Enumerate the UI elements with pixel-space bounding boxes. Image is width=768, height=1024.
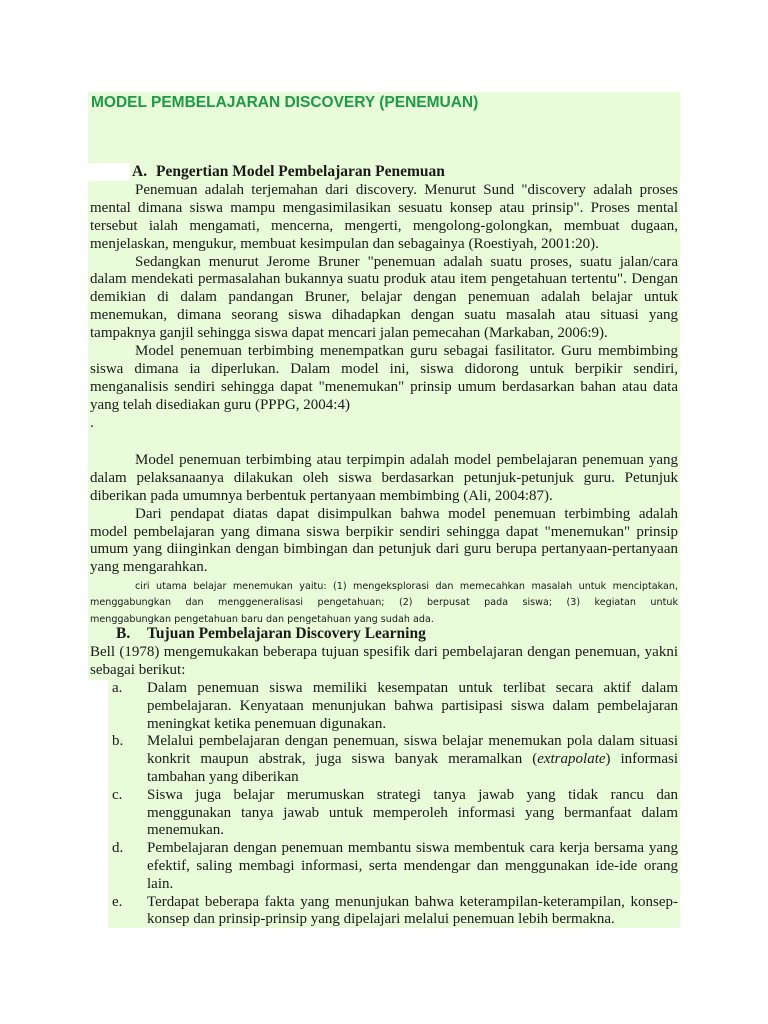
list-item-line: lain. <box>147 875 174 892</box>
paragraph-line: ciri utama belajar menemukan yaitu: (1) mengeksplorasi dan memecahkan masalah untuk menciptakan, <box>135 581 678 592</box>
highlight-gap <box>88 680 108 928</box>
list-item-line: efektif, saling membagi informasi, serta mendengar dan menggunakan ide-ide orang <box>147 857 678 874</box>
paragraph-line: menemukan, dimana seorang siswa dihadapkan dengan suatu masalah atau situasi yang <box>90 307 678 324</box>
paragraph-line: Dari pendapat diatas dapat disimpulkan bahwa model penemuan terbimbing adalah <box>135 505 678 522</box>
paragraph-line: dalam mendekati permasalahan bukannya suatu produk atau item pengetahuan tertentu". Dengan <box>90 271 678 288</box>
paragraph-line: yang telah disediakan guru (PPPG, 2004:4) <box>90 396 350 413</box>
paragraph-line: mental dimana siswa mampu mengasimilasikan sesuatu konsep atau prinsip". Proses mental <box>90 199 678 216</box>
paragraph-line: Sedangkan menurut Jerome Bruner "penemuan adalah suatu proses, suatu jalan/cara <box>135 253 678 270</box>
paragraph-line: yang mengarahkan. <box>90 559 208 576</box>
paragraph-line: Penemuan adalah terjemahan dari discovery. Menurut Sund "discovery adalah proses <box>135 182 678 198</box>
list-item-label: c. <box>112 786 123 803</box>
paragraph-line: menggabungkan pengetahuan baru dan pengetahuan yang sudah ada. <box>90 613 434 625</box>
paragraph-line: tampaknya ganjil sehingga siswa dapat mencari jalan pemecahan (Markaban, 2006:9). <box>90 325 608 342</box>
list-item-line: Terdapat beberapa fakta yang menunjukan bahwa keterampilan-keterampilan, konsep- <box>147 893 678 910</box>
list-item <box>112 840 678 893</box>
list-item-line: menemukan. <box>147 822 225 839</box>
list-item-line: konsep dan prinsip-prinsip yang dipelajari melalui penemuan lebih bermakna. <box>147 911 615 928</box>
section-b-title: Tujuan Pembelajaran Discovery Learning <box>147 625 426 642</box>
paragraph-line: tersebut ialah mengamati, mencerna, mengerti, mengolong-golongkan, membuat dugaan, <box>90 217 678 234</box>
stray-dot <box>90 415 678 433</box>
paragraph-line: umum yang diinginkan dengan bimbingan dan petunjuk dari guru berupa pertanyaan-pertanyaan <box>90 541 678 558</box>
paragraph-line: dalam pelaksanaanya dilakukan oleh siswa berdasarkan petunjuk-petunjuk guru. Petunjuk <box>90 469 678 486</box>
paragraph-line: Bell (1978) mengemukakan beberapa tujuan spesifik dari pembelajaran dengan penemuan, yakni <box>90 644 678 660</box>
paragraph-line: menggabungkan dan menggeneralisasi pengetahuan; (2) berpusat pada siswa; (3) kegiatan untuk <box>90 597 678 609</box>
list-item-line: tambahan yang diberikan <box>147 768 299 785</box>
document-title: MODEL PEMBELAJARAN DISCOVERY (PENEMUAN) <box>91 94 479 111</box>
section-a-label: A. <box>132 163 148 180</box>
section-a-body-continued <box>90 452 678 577</box>
section-b-intro <box>90 644 678 680</box>
list-item-label: e. <box>112 893 123 910</box>
list-item-label: a. <box>112 680 123 696</box>
paragraph-line: sebagai berikut: <box>90 661 186 678</box>
dot-text: . <box>90 415 94 431</box>
ciri-note <box>90 579 678 628</box>
emphasis: extrapolate <box>537 751 606 768</box>
section-a-body <box>90 182 678 415</box>
list-item <box>112 733 678 786</box>
section-a-heading <box>132 163 445 181</box>
paragraph-line: Model penemuan terbimbing menempatkan guru sebagai fasilitator. Guru membimbing <box>135 343 678 360</box>
section-b-heading <box>116 625 426 643</box>
list-item-line: menggunakan tanya jawab untuk memperoleh informasi yang bermanfaat dalam <box>147 804 678 821</box>
list-item-line: Melalui pembelajaran dengan penemuan, siswa belajar menemukan pola dalam situasi <box>147 733 678 750</box>
list-item-line: meningkat ketika penemuan digunakan. <box>147 715 387 732</box>
section-b-label: B. <box>116 625 131 642</box>
paragraph-line: model pembelajaran yang dimana siswa berpikir sendiri sehingga dapat "menemukan" prinsip <box>90 523 678 540</box>
list-item-line: konkrit maupun abstrak, juga siswa banyak meramalkan (extrapolate) informasi <box>147 751 678 768</box>
list-item-line: Dalam penemuan siswa memiliki kesempatan untuk terlibat secara aktif dalam <box>147 680 678 696</box>
list-item-label: b. <box>112 733 124 750</box>
list-item-line: pembelajaran. Kenyataan menunjukan bahwa partisipasi siswa dalam pembelajaran <box>147 697 678 714</box>
paragraph-line: siswa dimana ia diperlukan. Dalam model ini, siswa didorong untuk berpikir sendiri, <box>90 360 678 377</box>
list-item-line: Siswa juga belajar merumuskan strategi tanya jawab yang tidak rancu dan <box>147 786 678 803</box>
paragraph-line: demikian di dalam pandangan Bruner, belajar dengan penemuan adalah belajar untuk <box>90 289 678 306</box>
highlight-gap <box>88 163 130 181</box>
section-a-title: Pengertian Model Pembelajaran Penemuan <box>156 163 445 180</box>
paragraph-line: Model penemuan terbimbing atau terpimpin adalah model pembelajaran penemuan yang <box>135 452 678 468</box>
paragraph-line: menganalisis sendiri sehingga dapat "menemukan" prinsip umum berdasarkan bahan atau data <box>90 378 678 395</box>
list-item <box>112 680 678 733</box>
list-item-line: Pembelajaran dengan penemuan membantu siswa membentuk cara kerja bersama yang <box>147 840 678 857</box>
list-item <box>112 787 678 840</box>
paragraph-line: menjelaskan, mengukur, membuat kesimpulan dan sebagainya (Roestiyah, 2001:20). <box>90 235 599 252</box>
objectives-list <box>112 680 678 929</box>
list-item-label: d. <box>112 840 124 857</box>
list-item <box>112 894 678 930</box>
paragraph-line: diberikan pada umumnya berbentuk pertanyaan membimbing (Ali, 2004:87). <box>90 487 553 504</box>
